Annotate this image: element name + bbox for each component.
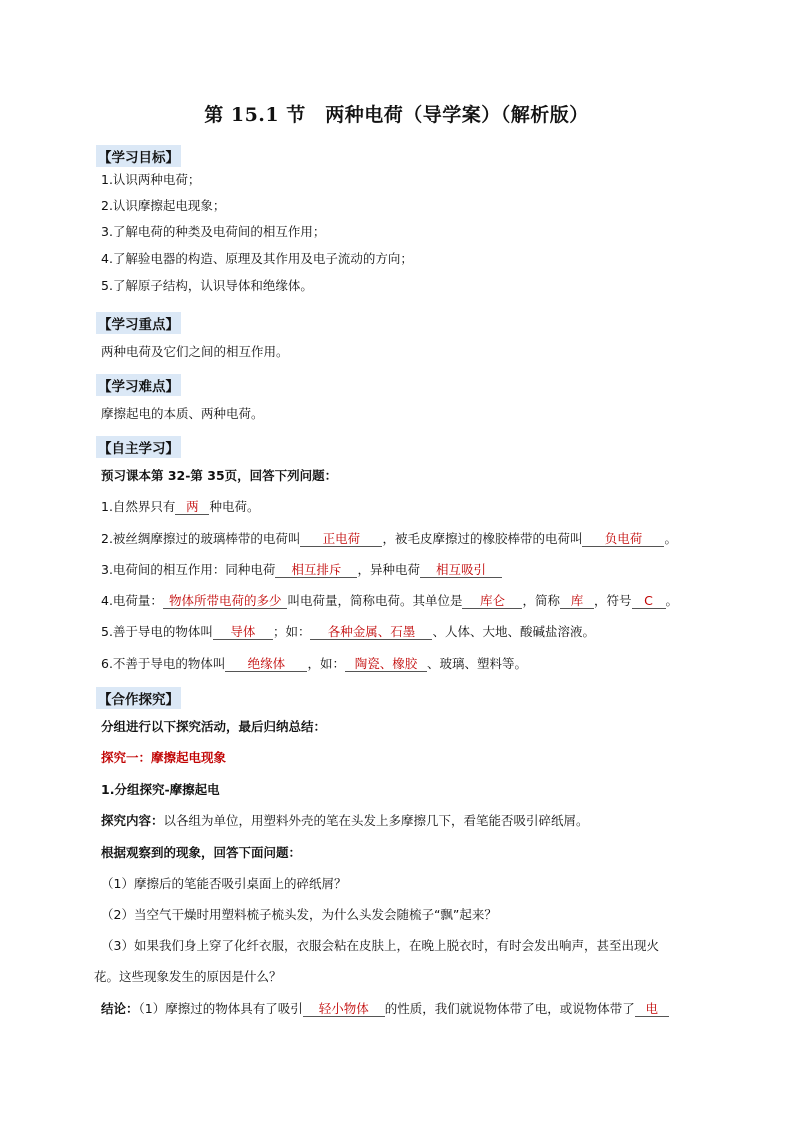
goal-item: 1.认识两种电荷； xyxy=(101,172,201,187)
explore-heading: 探究一：摩擦起电现象 xyxy=(101,750,227,765)
section-heading-coop: 【合作探究】 xyxy=(96,687,181,709)
observe-question: （3）如果我们身上穿了化纤衣服，衣服会粘在皮肤上，在晚上脱衣时，有时会发出响声，甚至出现火 xyxy=(101,938,659,953)
question-3: 3.电荷间的相互作用：同种电荷 相互排斥 ，异种电荷 相互吸引 xyxy=(101,562,502,578)
question-4: 4.电荷量： 物体所带电荷的多少 叫电荷量，简称电荷。其单位是 库仑 ，简称 库 ，符号 C 。 xyxy=(101,593,679,608)
observe-question: （1）摩擦后的笔能否吸引桌面上的碎纸屑？ xyxy=(101,876,347,891)
observe-prompt: 根据观察到的现象，回答下面问题： xyxy=(101,845,302,860)
answer-blank: 相互排斥 xyxy=(275,562,357,578)
section-heading-self-study: 【自主学习】 xyxy=(96,436,181,458)
self-study-intro: 预习课本第 32-第 35页，回答下列问题： xyxy=(101,468,338,483)
goal-item: 5.了解原子结构，认识导体和绝缘体。 xyxy=(101,278,313,293)
goal-item: 2.认识摩擦起电现象； xyxy=(101,198,226,213)
observe-question: （2）当空气干燥时用塑料梳子梳头发，为什么头发会随梳子“飘”起来？ xyxy=(101,907,497,922)
answer-blank: C xyxy=(632,593,666,609)
answer-blank: 各种金属、石墨 xyxy=(310,624,432,640)
answer-blank: 库仑 xyxy=(462,593,522,609)
explore-content: 探究内容：以各组为单位，用塑料外壳的笔在头发上多摩擦几下，看笔能否吸引碎纸屑。 xyxy=(101,813,589,828)
section-heading-key: 【学习重点】 xyxy=(96,312,181,334)
section-heading-difficulty: 【学习难点】 xyxy=(96,374,181,396)
question-6: 6.不善于导电的物体叫 绝缘体 ，如： 陶瓷、橡胶 、玻璃、塑料等。 xyxy=(101,656,527,671)
goal-item: 4.了解验电器的构造、原理及其作用及电子流动的方向； xyxy=(101,251,413,266)
page-title: 第 15.1 节 两种电荷（导学案）（解析版） xyxy=(204,104,589,126)
answer-blank: 库 xyxy=(560,593,594,609)
difficulty-text: 摩擦起电的本质、两种电荷。 xyxy=(101,406,264,421)
coop-intro: 分组进行以下探究活动，最后归纳总结： xyxy=(101,719,327,734)
answer-blank: 正电荷 xyxy=(300,531,382,547)
section-heading-goals: 【学习目标】 xyxy=(96,145,181,167)
question-2: 2.被丝绸摩擦过的玻璃棒带的电荷叫 正电荷 ，被毛皮摩擦过的橡胶棒带的电荷叫 负电荷 。 xyxy=(101,531,677,546)
answer-blank: 导体 xyxy=(213,624,273,640)
answer-blank: 陶瓷、橡胶 xyxy=(345,656,427,672)
answer-blank: 轻小物体 xyxy=(303,1001,385,1017)
answer-blank: 两 xyxy=(175,499,209,515)
goal-item: 3.了解电荷的种类及电荷间的相互作用； xyxy=(101,224,326,239)
question-5: 5.善于导电的物体叫 导体 ；如： 各种金属、石墨 、人体、大地、酸碱盐溶液。 xyxy=(101,624,595,639)
answer-blank: 物体所带电荷的多少 xyxy=(163,593,288,609)
group-activity-heading: 1.分组探究-摩擦起电 xyxy=(101,782,220,797)
key-text: 两种电荷及它们之间的相互作用。 xyxy=(101,344,289,359)
observe-question-continued: 花。这些现象发生的原因是什么？ xyxy=(94,969,282,984)
answer-blank: 电 xyxy=(635,1001,669,1017)
question-1: 1.自然界只有 两 种电荷。 xyxy=(101,499,260,514)
answer-blank: 绝缘体 xyxy=(225,656,307,672)
conclusion: 结论：（1）摩擦过的物体具有了吸引 轻小物体 的性质，我们就说物体带了电，或说物体带了 电 xyxy=(101,1001,669,1017)
answer-blank: 相互吸引 xyxy=(420,562,502,578)
answer-blank: 负电荷 xyxy=(582,531,664,547)
